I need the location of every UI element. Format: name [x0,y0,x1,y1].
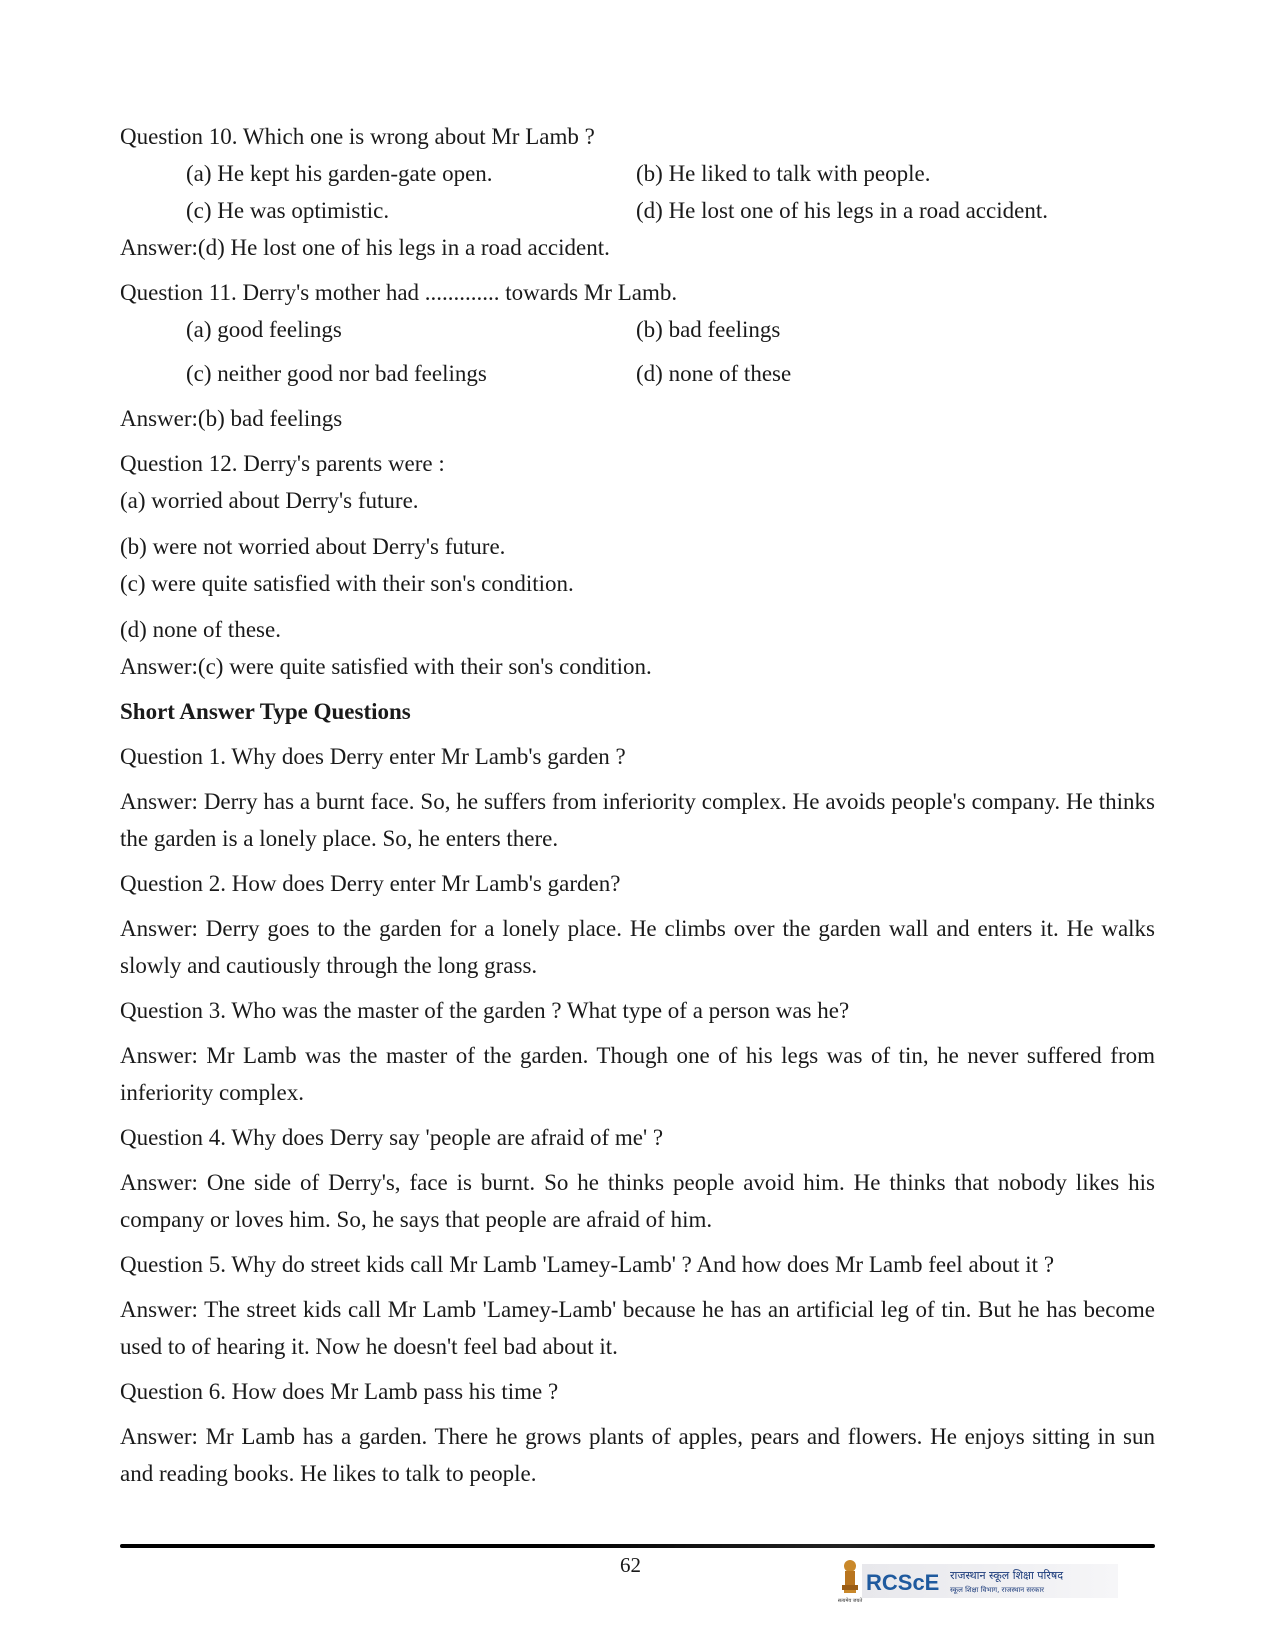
q10-answer: Answer:(d) He lost one of his legs in a road accident. [120,235,610,260]
q11-answer: Answer:(b) bad feelings [120,406,343,431]
q10-option-a: (a) He kept his garden-gate open. [186,161,493,186]
q10-option-b: (b) He liked to talk with people. [636,161,931,186]
q11-options [186,311,1155,392]
q11-option-b: (b) bad feelings [636,317,781,342]
q11-option-c: (c) neither good nor bad feelings [186,361,487,386]
section-heading: Short Answer Type Questions [120,699,411,724]
logo-text: RCScE [866,1570,940,1595]
emblem-caption: सत्यमेव जयते [838,1598,863,1604]
short-q2: Question 2. How does Derry enter Mr Lamb's garden? [120,871,621,896]
short-a1: Answer: Derry has a burnt face. So, he suffers from inferiority complex. He avoids people's company. He thinks the garden is a lonely place. So, he enters there. [120,789,1155,851]
logo-hindi-line1: राजस्थान स्कूल शिक्षा परिषद [950,1569,1064,1582]
emblem-icon [842,1560,858,1593]
short-a2: Answer: Derry goes to the garden for a lonely place. He climbs over the garden wall and enters it. He walks slowly and cautiously through the long grass. [120,916,1155,978]
short-a3: Answer: Mr Lamb was the master of the garden. Though one of his legs was of tin, he never suffered from inferiority complex. [120,1043,1155,1105]
q12-option-c: (c) were quite satisfied with their son's condition. [120,571,574,596]
q12-question: Question 12. Derry's parents were : [120,451,445,476]
short-a5: Answer: The street kids call Mr Lamb 'Lamey-Lamb' because he has an artificial leg of tin. But he has become used to of hearing it. Now he doesn't feel bad about it. [120,1297,1155,1359]
rcsce-logo [838,1556,1118,1604]
footer-rule [120,1544,1155,1548]
q12-answer: Answer:(c) were quite satisfied with their son's condition. [120,654,652,679]
q12-option-b: (b) were not worried about Derry's future. [120,534,506,559]
q10-option-c: (c) He was optimistic. [186,198,390,223]
q12-option-d: (d) none of these. [120,617,281,642]
short-q1: Question 1. Why does Derry enter Mr Lamb's garden ? [120,744,626,769]
logo-hindi-line2: स्कूल शिक्षा विभाग, राजस्थान सरकार [950,1586,1045,1594]
short-q4: Question 4. Why does Derry say 'people are afraid of me' ? [120,1125,664,1150]
q10-question: Question 10. Which one is wrong about Mr Lamb ? [120,124,595,149]
short-a6: Answer: Mr Lamb has a garden. There he grows plants of apples, pears and flowers. He enjoys sitting in sun and reading books. He likes to talk to people. [120,1424,1155,1486]
short-q3: Question 3. Who was the master of the garden ? What type of a person was he? [120,998,850,1023]
q11-option-d: (d) none of these [636,361,792,386]
page-number: 62 [620,1553,641,1577]
short-q5: Question 5. Why do street kids call Mr Lamb 'Lamey-Lamb' ? And how does Mr Lamb feel about it ? [120,1252,1055,1277]
q10-options [186,155,1155,229]
q10-option-d: (d) He lost one of his legs in a road accident. [636,198,1048,223]
q11-question: Question 11. Derry's mother had ............. towards Mr Lamb. [120,280,678,305]
short-q6: Question 6. How does Mr Lamb pass his time ? [120,1379,559,1404]
q12-option-a: (a) worried about Derry's future. [120,488,419,513]
q11-option-a: (a) good feelings [186,317,342,342]
page-content [120,118,1155,1492]
short-a4: Answer: One side of Derry's, face is burnt. So he thinks people avoid him. He thinks that nobody likes his company or loves him. So, he says that people are afraid of him. [120,1170,1155,1232]
